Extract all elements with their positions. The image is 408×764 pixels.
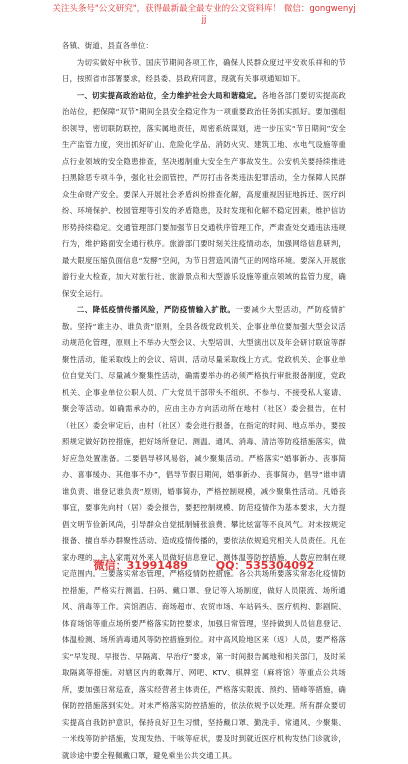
intro-paragraph: 为切实做好中秋节、国庆节期间各项工作，确保人民群众度过平安欢乐祥和的节日，按照省市部署要求，经县委、县政府同意，现就有关事项通知如下。	[62, 57, 346, 83]
banner-text: 关注头条号"公文研究"，获得最新最全最专业的公文资料库！ 微信：gongwenyj	[52, 4, 356, 14]
contact-footer	[0, 557, 408, 573]
section-1-heading: 一、切实提高政治站位，全力维护社会大局和谐稳定。	[76, 90, 262, 100]
document-body	[62, 38, 346, 764]
section-2-body: 一要减少大型活动，严防疫情扩散。坚持“谁主办、谁负责”原则，全县各级党政机关、企事业单位要加强大型会议活动规范化管理，原则上不举办大型会议、大型培训、大型演出以及年会研讨联谊等群聚性活动，能采取线上的会议、培训、活动尽量采取线上方式。党政机关、企事业单位自觉关门、尽量减少聚集性活动，确需要举办的必须严格执行审批报备制度，党政机关、企事业单位公职人员、广大党员干部带头不组织、不参与、不接受私人宴请、聚会等活动。如确需承办的，应由主办方向活动所在地村（社区）委会报告，在村（社区）委会审定后，由村（社区）委会进行报备，在指定的时间、地点举办，要按照规定做好防控措施，把好场所登记、测温、通风、消毒、清洁等防疫措施落实，做好应急处置准备。二要倡导移风易俗，减少聚集活动。严格落实“婚事新办、丧事简办、喜事缓办、其他事不办”，倡导节假日期间，婚事新办、丧事简办，倡导“谁申请谁负责、谁登记谁负责”原则，婚事简办，严格控制规模，减少聚集性活动。凡婚丧事宜，要事先向村（居）委会报告，要把控制规模、防范疫情作为基本要求，大力提倡文明节俭新风尚，引导群众自觉抵制铺张浪费、攀比炫富等不良风气。对未按规定报备、擅自举办群聚性活动、造成疫情传播的，要依法依规追究相关人员责任。凡在家办理的，主人家需对外来人员做好信息登记、测体温等防控措施，人数应控制在规定范围内。三要落实常态管理，严格疫情防控措施。各公共场所要落实常态化疫情防控措施，严格实行测温、扫码、戴口罩、登记等入场制度，做好人员限流、场所通风、消毒等工作。宾馆酒店、商场超市、农贸市场、车站码头、医疗机构、影剧院、体育场馆等重点场所要严格落实防控要求，加强日常管理，坚持做到人员信息登记、体温检测、场所消毒通风等防控措施到位。对中高风险地区来（返）人员，要严格落实“早发现、早报告、早隔离、早治疗”要求，第一时间报告属地和相关部门，及时采取隔离等措施。对辖区内的歌舞厅、网吧、KTV、棋牌室（麻将馆）等重点公共场所，要加强日常巡查，落实经营者主体责任，严格落实限流、预约、错峰等措施，确保防控措施落到实处。对未严格落实防控措施的，依法依规予以处理。所有群众要切实提高自我防护意识，保持良好卫生习惯，坚持戴口罩、勤洗手、常通风、少聚集、一米线等防护措施，发现发热、干咳等症状，要及时到就近医疗机构发热门诊就诊，就诊途中要全程佩戴口罩，避免乘坐公共交通工具。	[62, 305, 346, 760]
section-2	[62, 302, 346, 764]
section-1-body: 各地各部门要切实提高政治站位，把保障“双节”期间全县安全稳定作为一项重要政治任务抓实抓好。要加强组织领导，密切联防联控，落实属地责任，周密系统谋划，进一步压实“节日期间”安全生产监管力度，突出抓好矿山、危险化学品、消防火灾、建筑工地、水电气设施等重点行业领域的安全隐患排查，坚决遏制重大安全生产事故发生。公安机关要持续推进扫黑除恶专项斗争，强化社会面管控，严厉打击各类违法犯罪活动，全力保障人民群众生命财产安全。要深入开展社会矛盾纠纷排查化解，高度重视因征地拆迁、医疗纠纷、环境保护、校园管理等引发的矛盾隐患，及时发现和化解不稳定因素，维护信访形势持续稳定。交通管理部门要加强节日交通秩序管理工作，严肃查处交通违法违规行为，维护路面安全通行秩序。旅游部门要时刻关注疫情动态，加强网络信息研判，最大限度压缩负面信息“发酵”空间，为节日营造风清气正的网络环境。要深入开展旅游行业大检查，加大对旅行社、旅游景点和大型游乐设施等重点领域的监管力度，确保安全运行。	[62, 90, 347, 298]
header-banner	[0, 4, 408, 26]
footer-wechat: 微信：31991489	[93, 559, 188, 572]
section-1	[62, 88, 346, 303]
salutation: 各镇、街道、县直各单位：	[62, 41, 154, 50]
footer-qq: QQ：535304092	[215, 559, 315, 572]
section-2-heading: 二、降低疫情传播风险，严防疫情输入扩散。	[76, 305, 236, 314]
banner-text-cont: jj	[201, 15, 207, 25]
